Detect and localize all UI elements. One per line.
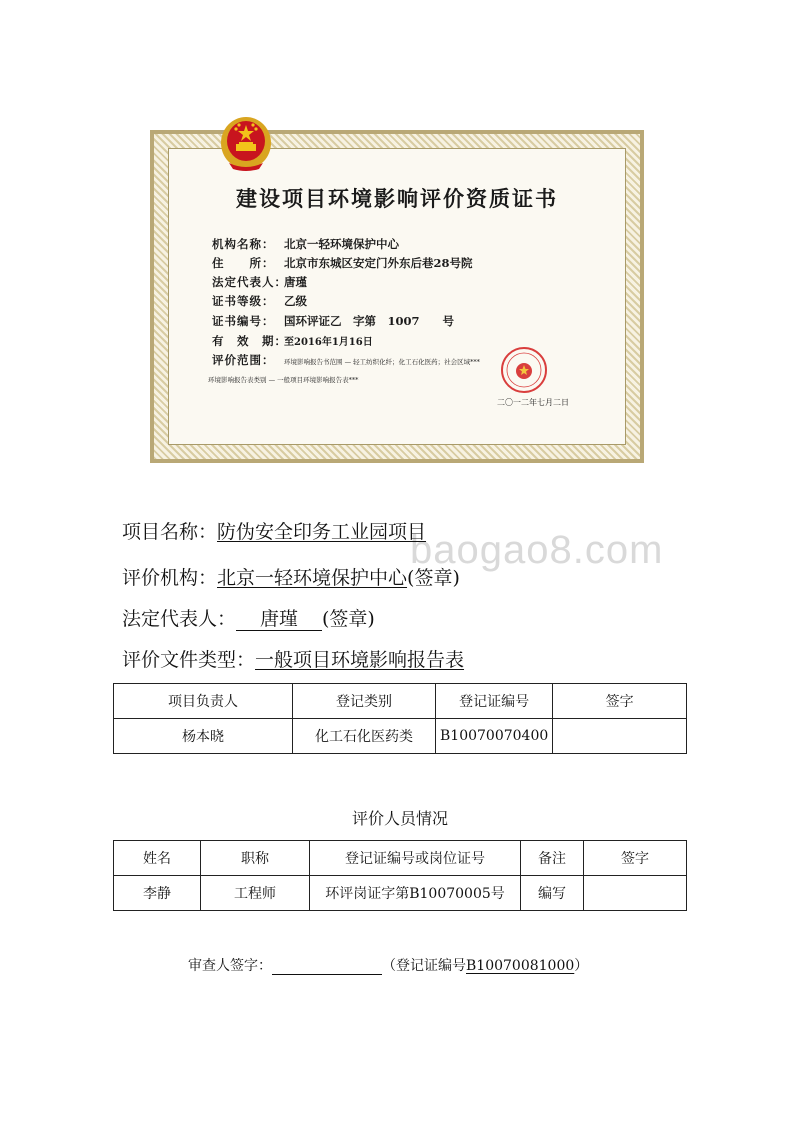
cert-field-rep <box>212 274 307 290</box>
watermark: baogao8.com <box>410 528 664 572</box>
table-header-cell: 备注 <box>521 841 584 876</box>
certificate-title: 建设项目环境影响评价资质证书 <box>236 186 558 211</box>
legal-rep-value: 唐瑾 <box>260 608 299 630</box>
cert-scope-line2: 环境影响报告表类别 — 一般项目环境影响报告表*** <box>208 376 359 384</box>
national-emblem-icon <box>219 113 273 171</box>
table-header-cell: 签字 <box>553 684 687 719</box>
responsible-person-table <box>113 683 687 754</box>
doc-type-value: 一般项目环境影响报告表 <box>255 649 465 671</box>
cert-field-org <box>212 236 399 252</box>
reviewer-signature-blank[interactable] <box>272 959 382 975</box>
cert-field-value: 北京市东城区安定门外东后巷28号院 <box>284 256 473 270</box>
cert-field-value: 环境影响报告书范围 — 轻工纺织化纤；化工石化医药；社会区域*** <box>284 358 480 366</box>
table-cell: 编写 <box>521 876 584 911</box>
cert-field-address <box>212 255 473 271</box>
table-cell: 李静 <box>114 876 201 911</box>
table-cell: 化工石化医药类 <box>293 719 436 754</box>
signature-cell[interactable] <box>553 719 687 754</box>
official-seal-icon <box>500 346 548 394</box>
cert-field-label: 机构名称： <box>212 237 275 251</box>
cert-issue-date: 二〇一二年七月二日 <box>497 398 569 407</box>
cert-field-label: 证书编号： <box>212 314 275 328</box>
legal-rep-value-wrap <box>236 609 322 631</box>
table-header-cell: 项目负责人 <box>114 684 293 719</box>
table-header-cell: 姓名 <box>114 841 201 876</box>
table-cell: 杨本晓 <box>114 719 293 754</box>
table-row <box>114 719 687 754</box>
legal-rep-label: 法定代表人： <box>122 608 237 630</box>
cert-field-label: 证书等级： <box>212 294 275 308</box>
table-header-cell: 登记证编号 <box>436 684 553 719</box>
reviewer-line <box>188 955 588 975</box>
project-name-label: 项目名称： <box>122 521 218 543</box>
signature-cell[interactable] <box>584 876 687 911</box>
table-header-cell: 签字 <box>584 841 687 876</box>
cert-field-label: 法定代表人： <box>212 275 287 289</box>
reviewer-reg-number: B10070081000 <box>466 958 575 974</box>
cert-field-label: 住 所： <box>212 256 275 270</box>
project-name-value: 防伪安全印务工业园项目 <box>217 521 427 543</box>
table-header-cell: 登记证编号或岗位证号 <box>310 841 521 876</box>
cert-field-value: 至2016年1月16日 <box>284 337 373 348</box>
cert-field-validity <box>212 333 373 349</box>
legal-rep-line <box>122 604 375 631</box>
staff-table <box>113 840 687 911</box>
cert-field-value: 乙级 <box>284 294 307 308</box>
table-row <box>114 876 687 911</box>
table-header-cell: 登记类别 <box>293 684 436 719</box>
table-cell: B10070070400 <box>436 719 553 754</box>
eval-org-line <box>122 563 460 590</box>
table-header-row <box>114 684 687 719</box>
cert-field-number <box>212 313 454 329</box>
cert-field-label: 有 效 期： <box>212 334 287 348</box>
eval-org-suffix: (签章) <box>407 567 460 589</box>
cert-field-value: 北京一轻环境保护中心 <box>284 237 399 251</box>
table-header-row <box>114 841 687 876</box>
eval-org-value: 北京一轻环境保护中心 <box>217 567 408 589</box>
table-header-cell: 职称 <box>201 841 310 876</box>
reviewer-label: 审查人签字： <box>188 958 272 974</box>
cert-field-label: 评价范围： <box>212 353 275 367</box>
cert-field-grade <box>212 293 307 309</box>
cert-field-value: 唐瑾 <box>284 275 307 289</box>
table-cell: 工程师 <box>201 876 310 911</box>
cert-field-value: 国环评证乙 字第 1007 号 <box>284 314 455 328</box>
reviewer-reg-prefix: （登记证编号 <box>382 958 466 974</box>
doc-type-label: 评价文件类型： <box>122 649 256 671</box>
table-cell: 环评岗证字第B10070005号 <box>310 876 521 911</box>
staff-section-title: 评价人员情况 <box>351 809 448 828</box>
reviewer-reg-suffix: ） <box>574 958 589 974</box>
doc-type-line <box>122 645 464 672</box>
legal-rep-suffix: (签章) <box>322 608 375 630</box>
eval-org-label: 评价机构： <box>122 567 218 589</box>
cert-field-scope <box>212 352 480 368</box>
project-name-line <box>122 517 426 544</box>
